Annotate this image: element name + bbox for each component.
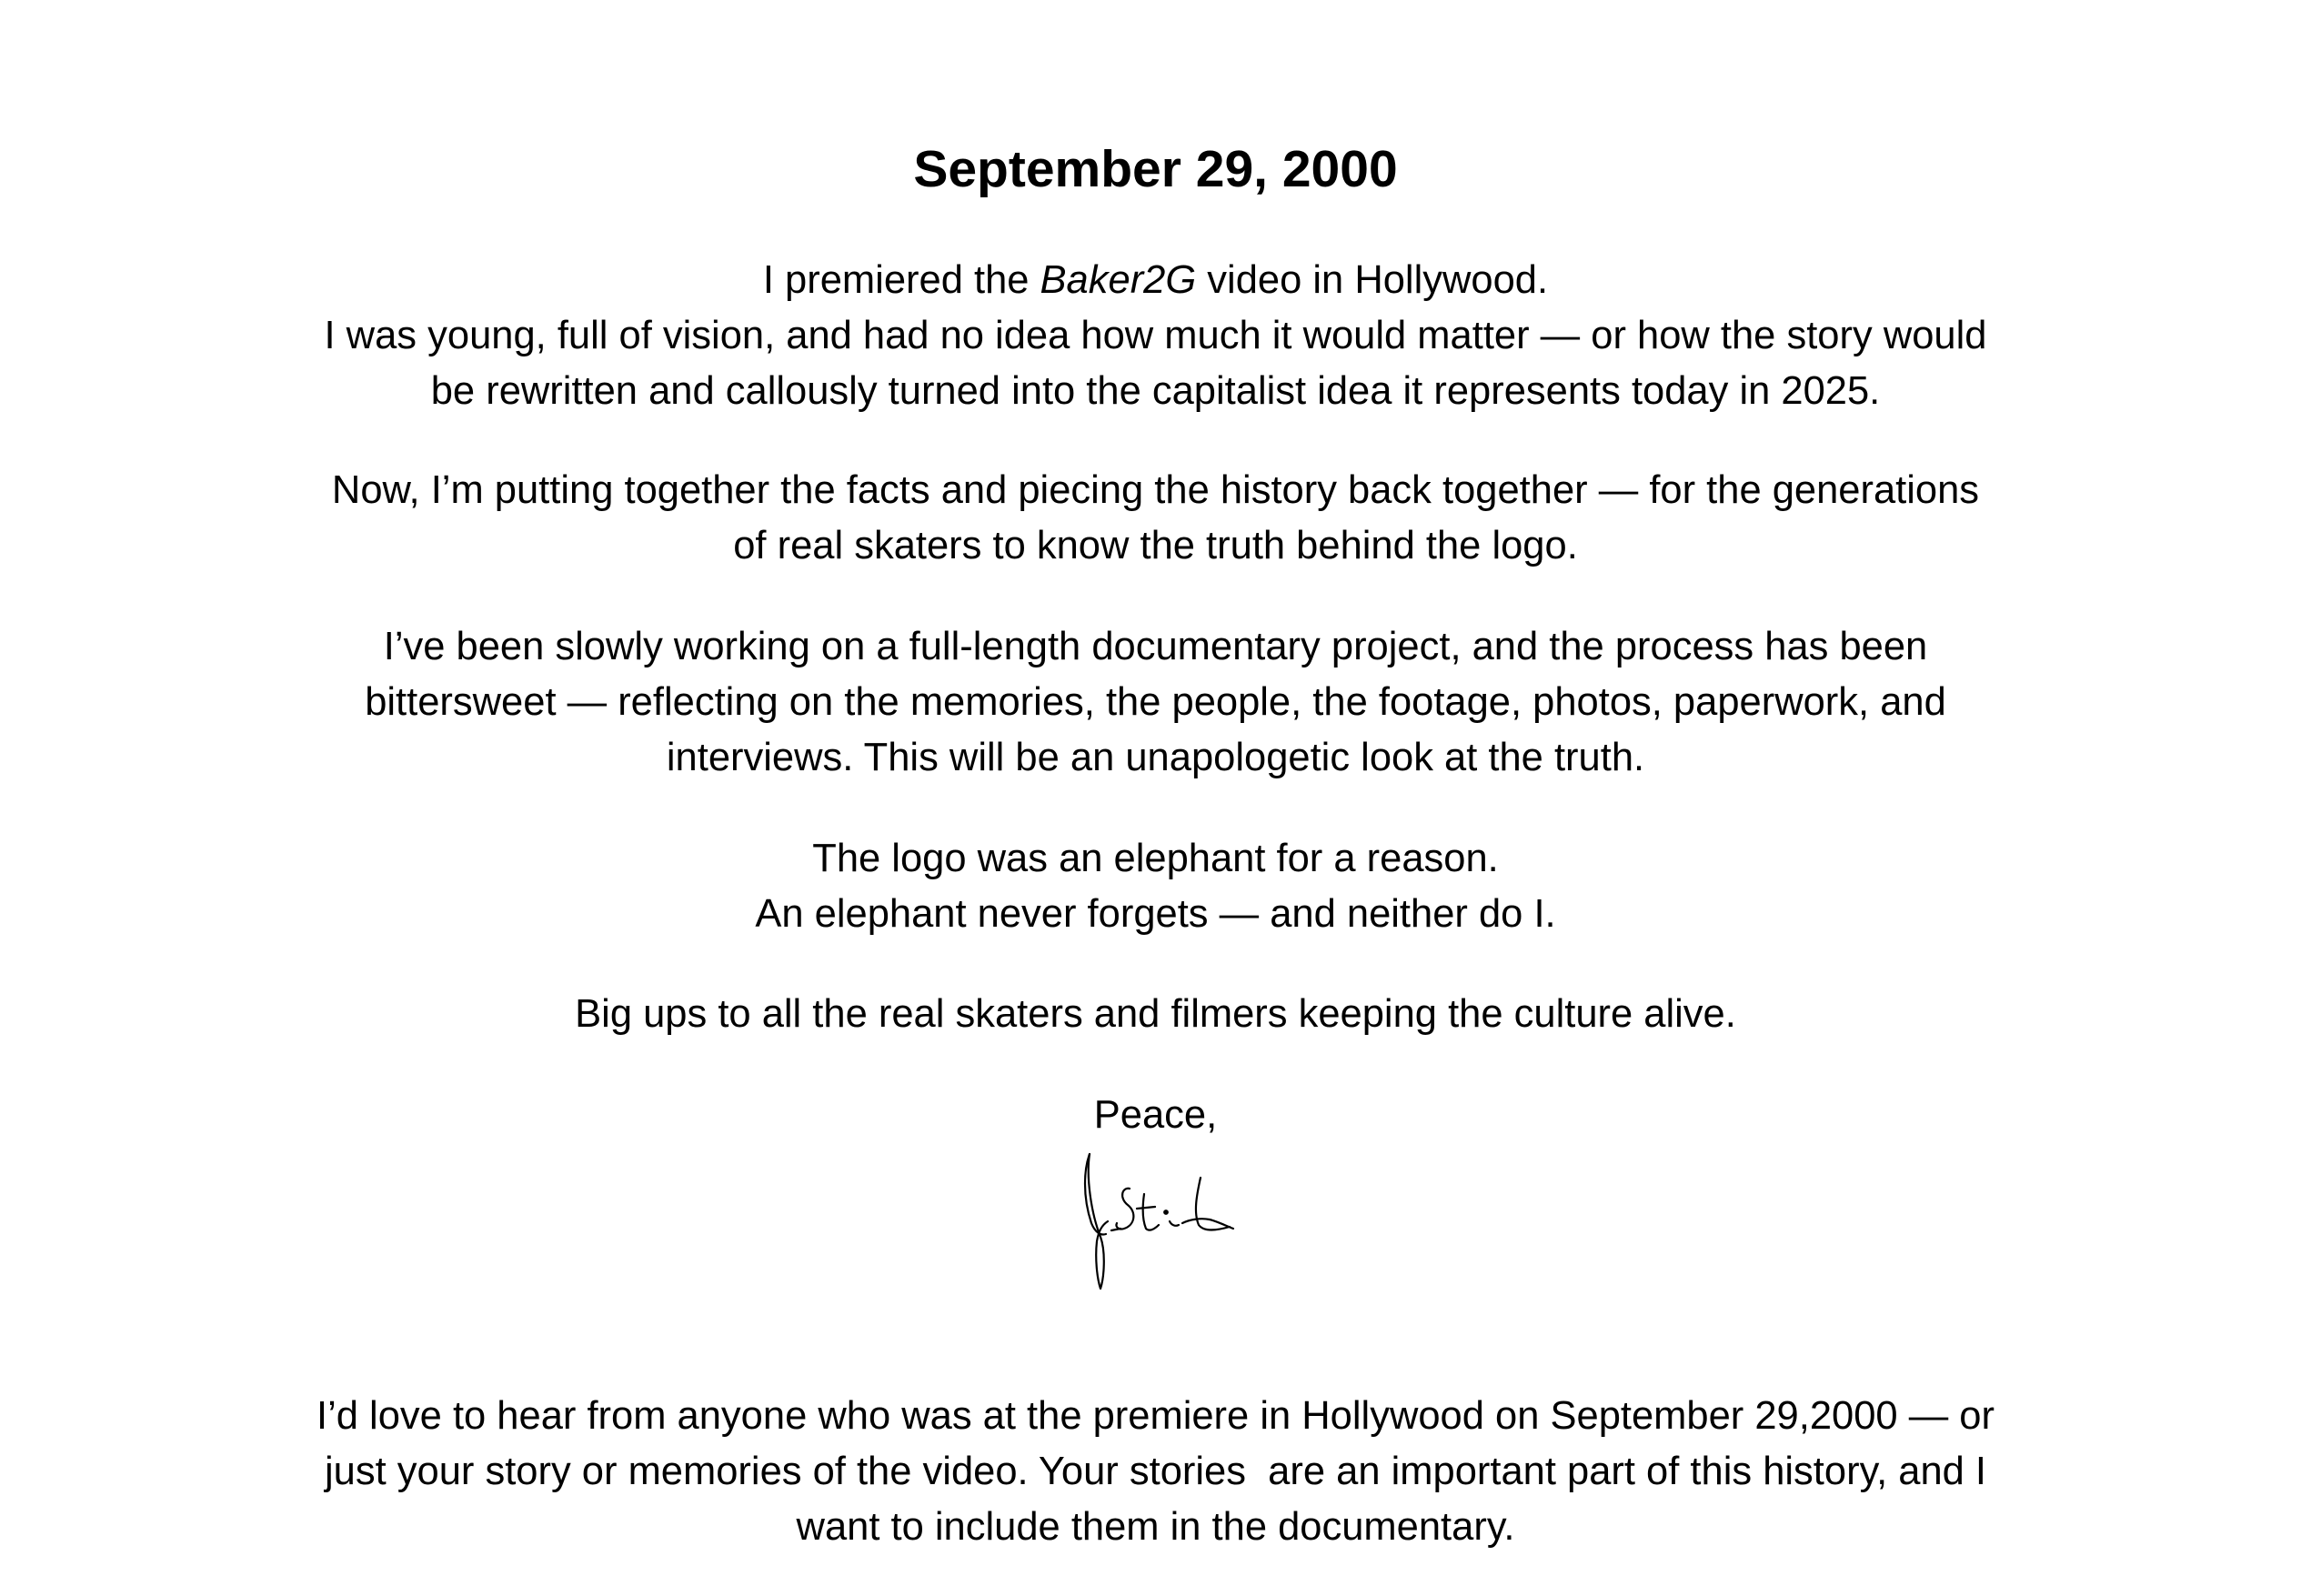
- paragraph-line: Now, I’m putting together the facts and piecing the history back together — for the generations: [331, 468, 1980, 512]
- paragraph-history: [0, 463, 2311, 574]
- text-fragment: I premiered the: [762, 258, 1040, 302]
- closing-line: Peace,: [1093, 1093, 1218, 1137]
- paragraph-line: of real skaters to know the truth behind the logo.: [733, 524, 1578, 567]
- paragraph-line: I’d love to hear from anyone who was at the premiere in Hollywood on September 29,2000 — or: [317, 1394, 1994, 1438]
- paragraph-line: want to include them in the documentary.: [796, 1505, 1515, 1549]
- date-heading: September 29, 2000: [913, 140, 1398, 198]
- video-title: Baker2G: [1040, 258, 1197, 302]
- paragraph-call-for-stories: [0, 1389, 2311, 1555]
- signature-icon: [1064, 1141, 1246, 1296]
- paragraph-line: I was young, full of vision, and had no idea how much it would matter — or how the story would: [324, 314, 1987, 357]
- paragraph-line: interviews. This will be an unapologetic look at the truth.: [666, 736, 1645, 779]
- paragraph-documentary: [0, 619, 2311, 786]
- paragraph-line: The logo was an elephant for a reason.: [812, 837, 1499, 880]
- closing-peace: [0, 1088, 2311, 1143]
- paragraph-premiere: [0, 253, 2311, 419]
- text-fragment: video in Hollywood.: [1196, 258, 1549, 302]
- paragraph-line: just your story or memories of the video. Your stories are an important part of this history, and I: [324, 1450, 1987, 1493]
- paragraph-line: [0, 253, 2311, 308]
- paragraph-elephant: [0, 831, 2311, 942]
- paragraph-line: bittersweet — reflecting on the memories, the people, the footage, photos, paperwork, and: [365, 680, 1946, 724]
- paragraph-line: be rewritten and callously turned into the capitalist idea it represents today in 2025.: [430, 369, 1881, 413]
- paragraph-line: I’ve been slowly working on a full-length documentary project, and the process has been: [383, 625, 1928, 668]
- paragraph-line: Big ups to all the real skaters and filmers keeping the culture alive.: [575, 992, 1736, 1036]
- paragraph-line: An elephant never forgets — and neither do I.: [755, 892, 1556, 936]
- paragraph-big-ups: [0, 987, 2311, 1042]
